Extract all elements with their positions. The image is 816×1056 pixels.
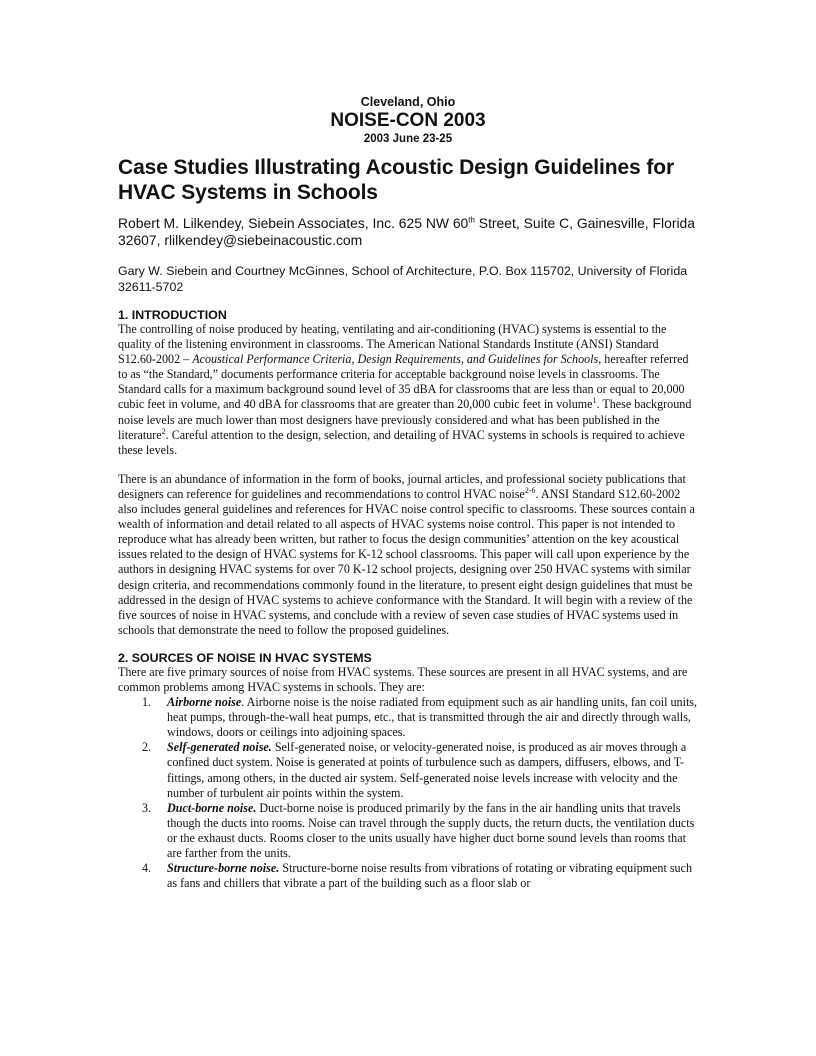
list-item-text: Duct-borne noise is produced primarily by the fans in the air handling units that travels though the ducts into rooms. Noise can travel through the supply ducts, the return ducts, the ventilation ducts or the exhaust ducts. Rooms closer to the units usually have higher duct borne sound levels than rooms that are farther from the units. [167, 800, 695, 860]
author-text-a: Robert M. Lilkendey, Siebein Associates, Inc. 625 NW 60 [118, 215, 469, 231]
list-item-number: 1. [142, 695, 152, 710]
conference-name: NOISE-CON 2003 [330, 110, 486, 131]
intro-p1-text-a: The controlling of noise produced by heating, ventilating and air-conditioning (HVAC) systems is essential to the quality of the listening environment in classrooms. The American National Standards Institute (ANSI) Standard S12.60-2002 – [118, 322, 667, 367]
intro-paragraph-1 [118, 322, 698, 458]
sources-intro: There are five primary sources of noise from HVAC systems. These sources are present in all HVAC systems, and are common problems among HVAC systems in schools. They are: [118, 664, 688, 694]
list-item [118, 861, 698, 891]
list-item-text: Structure-borne noise results from vibrations of rotating or vibrating equipment such as fans and chillers that vibrate a part of the building such as a floor slab or [167, 861, 693, 891]
conference-location: Cleveland, Ohio [360, 95, 456, 109]
author-superscript: th [468, 215, 475, 225]
list-item-text: . Airborne noise is the noise radiated from equipment such as air handling units, fan coil units, heat pumps, through-the-wall heat pumps, etc., that is transmitted through the air and directly through walls, windows, doors or ceilings into adjoining spaces. [167, 695, 698, 740]
intro-paragraph-2 [118, 472, 698, 638]
secondary-authors: Gary W. Siebein and Courtney McGinnes, School of Architecture, P.O. Box 115702, University of Florida 32611-5702 [118, 264, 688, 294]
list-item [118, 695, 698, 740]
section-heading-introduction: 1. INTRODUCTION [118, 308, 227, 322]
list-item [118, 801, 698, 861]
citation-1: 1 [592, 396, 597, 406]
intro-p1-text-c: . These background noise levels are much lower than most designers have previously considered and what has been published in the literature [118, 397, 692, 442]
section-heading-sources: 2. SOURCES OF NOISE IN HVAC SYSTEMS [118, 650, 372, 665]
intro-p1-text-d: . Careful attention to the design, selection, and detailing of HVAC systems in schools is required to achieve these levels. [118, 427, 685, 457]
primary-author [118, 215, 698, 249]
noise-sources-list [118, 695, 698, 891]
paper-title: Case Studies Illustrating Acoustic Design Guidelines for HVAC Systems in Schools [118, 156, 675, 204]
list-item-term: Self-generated noise. [167, 740, 272, 755]
conference-date: 2003 June 23-25 [363, 133, 453, 145]
citation-2-6: 2-6 [524, 485, 536, 495]
intro-p1-text-b: , hereafter referred to as “the Standard,” documents performance criteria for acceptable background noise levels in classrooms. The Standard calls for a maximum background sound level of 35 dBA for classrooms that are less than or equal to 20,000 cubic feet in volume, and 40 dBA for classrooms that are greater than 20,000 cubic feet in volume [118, 352, 689, 412]
author-text-b: Street, Suite C, Gainesville, Florida 32607, rlilkendey@siebeinacoustic.com [118, 215, 695, 248]
citation-2: 2 [161, 426, 166, 436]
list-item-term: Duct-borne noise. [167, 800, 257, 815]
list-item [118, 740, 698, 800]
standard-title-italic: Acoustical Performance Criteria, Design Requirements, and Guidelines for Schools [192, 352, 599, 367]
list-item-text: Self-generated noise, or velocity-generated noise, is produced as air moves through a confined duct system. Noise is generated at points of turbulence such as dampers, diffusers, elbows, and T-fittings, among others, in the ducted air system. Self-generated noise levels increase with velocity and the number of turbulent air points within the system. [167, 740, 687, 800]
list-item-number: 3. [142, 800, 152, 815]
conference-header [118, 95, 698, 146]
intro-p2-text-a: There is an abundance of information in the form of books, journal articles, and professional society publications that designers can reference for guidelines and recommendations to control HVAC noise [118, 471, 686, 501]
list-item-term: Airborne noise [167, 695, 242, 710]
list-item-term: Structure-borne noise. [167, 861, 280, 876]
list-item-number: 2. [142, 740, 152, 755]
list-item-number: 4. [142, 861, 152, 876]
intro-p2-text-b: . ANSI Standard S12.60-2002 also includes general guidelines and references for HVAC noise control specific to classrooms. These sources contain a wealth of information and detail related to all aspects of HVAC systems noise control. This paper is not intended to reproduce what has already been written, but rather to focus the design communities’ attention on the key acoustical issues related to the design of HVAC systems for K-12 school classrooms. This paper will call upon experience by the authors in designing HVAC systems for over 70 K-12 school projects, designing over 250 HVAC systems with similar design criteria, and recommendations commonly found in the literature, to present eight design guidelines that must be addressed in the design of HVAC systems to achieve conformance with the Standard. It will begin with a review of the five sources of noise in HVAC systems, and conclude with a review of seven case studies of HVAC systems used in schools that demonstrate the need to follow the proposed guidelines. [118, 486, 695, 637]
paper-page [118, 95, 698, 891]
